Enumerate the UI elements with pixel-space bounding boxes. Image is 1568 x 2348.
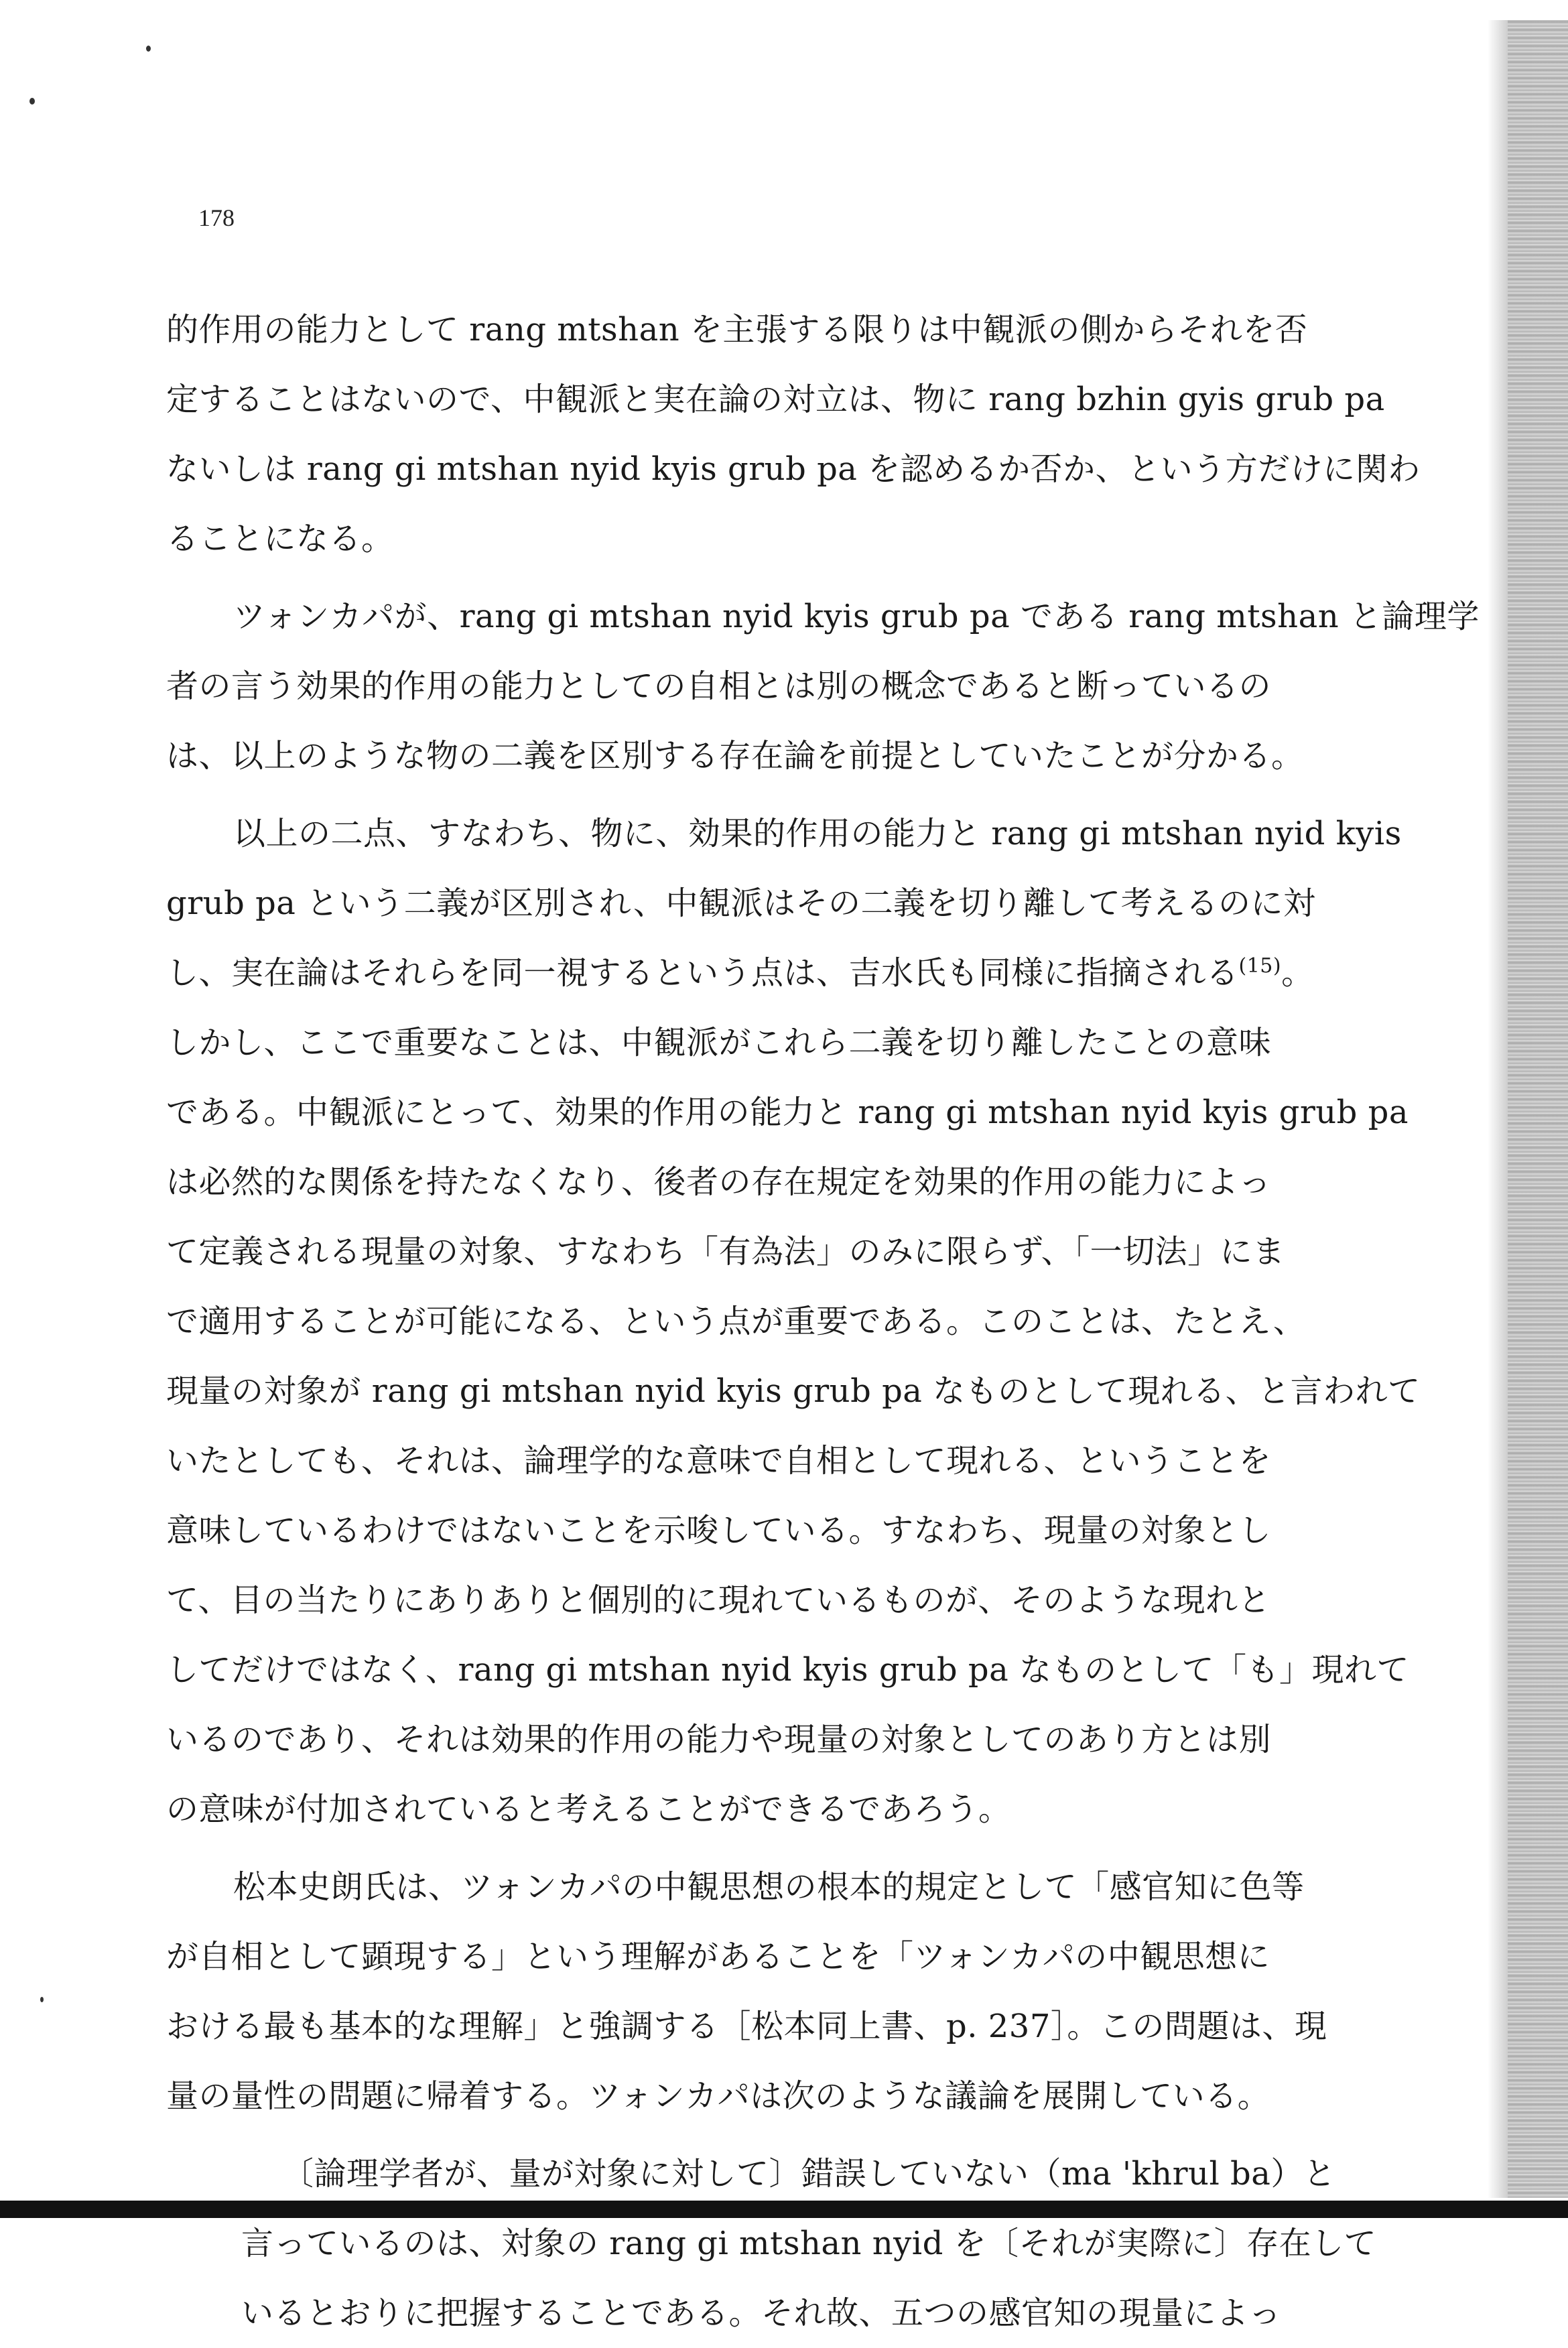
text-line — [166, 1217, 1336, 1287]
text-line-content: してだけではなく、rang gi mtshan nyid kyis grub pa なものとして「も」現れて — [166, 1651, 1409, 1689]
paragraph-gap — [166, 574, 1336, 582]
text-line-content: 意味しているわけではないことを示唆している。すなわち、現量の対象とし — [166, 1512, 1272, 1549]
text-line-content: 松本史朗氏は、ツォンカパの中観思想の根本的規定として「感官知に色等 — [233, 1868, 1305, 1906]
text-line-content: いたとしても、それは、論理学的な意味で自相として現れる、ということを — [166, 1442, 1272, 1480]
text-line — [166, 1147, 1336, 1217]
text-line-content: し、実在論はそれらを同一視するという点は、吉水氏も同様に指摘される — [166, 954, 1239, 992]
text-line-content: ないしは rang gi mtshan nyid kyis grub pa を認めるか否か、という方だけに関わ — [166, 450, 1421, 488]
text-line — [166, 1356, 1421, 1426]
text-line-content: 的作用の能力として rang mtshan を主張する限りは中観派の側からそれを否 — [166, 311, 1308, 348]
text-line-content: いるのであり、それは効果的作用の能力や現量の対象としてのあり方とは別 — [166, 1721, 1272, 1758]
scan-page-edge — [1508, 20, 1568, 2198]
text-line — [166, 2209, 1377, 2278]
text-line — [166, 1992, 1336, 2061]
scan-bottom-border — [0, 2201, 1568, 2218]
text-line-content: である。中観派にとって、効果的作用の能力と rang gi mtshan nyid kyis grub pa — [166, 1094, 1409, 1131]
text-line — [166, 1635, 1409, 1705]
text-line — [166, 1287, 1336, 1356]
text-line-content: 現量の対象が rang gi mtshan nyid kyis grub pa なものとして現れる、と言われて — [166, 1372, 1421, 1410]
text-line — [166, 1078, 1409, 1147]
text-line-content: 定することはないので、中観派と実在論の対立は、物に rang bzhin gyis grub pa — [166, 381, 1385, 418]
scan-speck — [29, 98, 35, 105]
footnote-marker: (15) — [1238, 954, 1282, 978]
text-line-content: ツォンカパが、rang gi mtshan nyid kyis grub pa である rang mtshan と論理学 — [233, 598, 1480, 635]
text-line — [166, 1426, 1336, 1496]
text-line-content: 者の言う効果的作用の能力としての自相とは別の概念であると断っているの — [166, 667, 1272, 705]
text-line — [166, 2061, 1336, 2131]
text-line-content: 量の量性の問題に帰着する。ツォンカパは次のような議論を展開している。 — [166, 2077, 1270, 2115]
scan-speck — [40, 1997, 44, 2002]
text-line-content: で適用することが可能になる、という点が重要である。このことは、たとえ、 — [166, 1303, 1306, 1340]
text-line — [166, 2139, 1336, 2209]
text-line — [166, 651, 1336, 721]
text-line — [166, 1496, 1336, 1565]
text-line — [166, 504, 1336, 574]
text-line — [166, 1008, 1336, 1078]
paragraph-gap — [166, 791, 1336, 799]
text-line — [166, 582, 1480, 651]
text-line — [166, 938, 1336, 1008]
text-line-content: は必然的な関係を持たなくなり、後者の存在規定を効果的作用の能力によっ — [166, 1163, 1272, 1201]
text-line-content: が自相として顕現する」という理解があることを「ツォンカパの中観思想に — [166, 1938, 1270, 1975]
text-line-content: 〔論理学者が、量が対象に対して〕錯誤していない（ma 'khrul ba）と — [281, 2155, 1336, 2193]
text-line — [166, 2278, 1336, 2348]
text-line — [166, 799, 1402, 868]
text-line — [166, 1852, 1336, 1922]
text-line — [166, 1922, 1336, 1992]
text-line-content: 言っているのは、対象の rang gi mtshan nyid を〔それが実際に〕存在して — [241, 2225, 1377, 2262]
paragraph-gap — [166, 1844, 1336, 1852]
text-line — [166, 365, 1385, 434]
body-text — [166, 295, 1480, 2348]
text-line-content: は、以上のような物の二義を区別する存在論を前提としていたことが分かる。 — [166, 737, 1304, 775]
text-line-content: grub pa という二義が区別され、中観派はその二義を切り離して考えるのに対 — [166, 885, 1316, 922]
text-line — [166, 868, 1336, 938]
text-line — [166, 1565, 1336, 1635]
text-line-content: いるとおりに把握することである。それ故、五つの感官知の現量によっ — [241, 2294, 1282, 2332]
text-line — [166, 721, 1336, 791]
page-number: 178 — [198, 204, 235, 231]
text-line — [166, 295, 1336, 365]
text-line-content: て、目の当たりにありありと個別的に現れているものが、そのような現れと — [166, 1581, 1271, 1619]
text-line-content: て定義される現量の対象、すなわち「有為法」のみに限らず、「一切法」にま — [166, 1233, 1285, 1270]
text-line — [166, 1705, 1336, 1774]
text-line — [166, 1774, 1336, 1844]
text-line — [166, 434, 1421, 504]
text-line-content: ることになる。 — [166, 520, 394, 558]
text-line-tail: 。 — [1281, 954, 1314, 992]
text-line-content: しかし、ここで重要なことは、中観派がこれら二義を切り離したことの意味 — [166, 1024, 1272, 1061]
paragraph-gap — [166, 2131, 1336, 2139]
scan-speck — [146, 46, 151, 52]
text-line-content: の意味が付加されていると考えることができるであろう。 — [166, 1790, 1011, 1828]
text-line-content: おける最も基本的な理解」と強調する［松本同上書、p. 237］。この問題は、現 — [166, 2008, 1327, 2045]
text-line-content: 以上の二点、すなわち、物に、効果的作用の能力と rang gi mtshan nyid kyis — [233, 815, 1402, 852]
